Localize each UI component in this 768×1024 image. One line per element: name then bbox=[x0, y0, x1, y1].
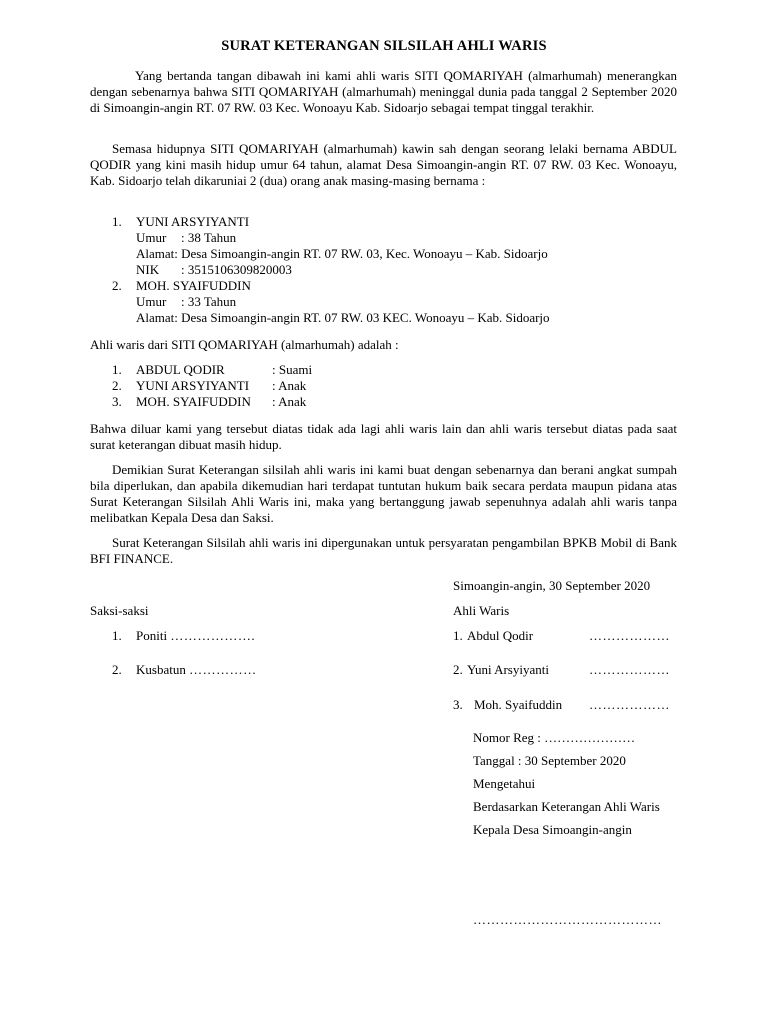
saksi-1-name: Poniti bbox=[136, 628, 168, 643]
child-2-name: MOH. SYAIFUDDIN bbox=[136, 278, 251, 293]
letter-title: SURAT KETERANGAN SILSILAH AHLI WARIS bbox=[221, 38, 547, 54]
paragraph-5: Surat Keterangan Silsilah ahli waris ini dipergunakan untuk persyaratan pengambilan BPKB Mobil di Bank BFI FINANCE. bbox=[90, 535, 677, 566]
nik-value: : 3515106309820003 bbox=[181, 262, 292, 277]
paragraph-4: Demikian Surat Keterangan silsilah ahli waris ini kami buat dengan sebenarnya dan berani angkat sumpah bila diperlukan, dan apabila dikemudian hari terdapat tuntutan hukum baik secara perdata maupun pidana atas Surat Keterangan Silsilah Ahli Waris ini, maka yang bertanggung jawab sepenuhnya adalah ahli waris tanpa melibatkan Kepala Desa dan Saksi. bbox=[90, 462, 677, 525]
heirs-intro: Ahli waris dari SITI QOMARIYAH (almarhumah) adalah : bbox=[90, 337, 399, 352]
child-2-umur bbox=[136, 294, 236, 310]
ahli-3-name: Moh. Syaifuddin bbox=[474, 697, 563, 712]
signature-dots: …………… bbox=[189, 662, 257, 677]
paragraph-purpose bbox=[90, 535, 677, 567]
paragraph-closing bbox=[90, 462, 677, 526]
child-1-number: 1. bbox=[112, 214, 122, 229]
ahli-2-name: Yuni Arsyiyanti bbox=[467, 662, 549, 677]
heir-1-relation: : Suami bbox=[272, 362, 313, 377]
saksi-2-number: 2. bbox=[112, 662, 122, 677]
heir-1-name: ABDUL QODIR bbox=[136, 362, 225, 377]
paragraph-2: Semasa hidupnya SITI QOMARIYAH (almarhumah) kawin sah dengan seorang lelaki bernama ABDUL QODIR yang kini masih hidup umur 64 tahun, alamat Desa Simoangin-angin RT. 07 RW. 03 Kec. Wonoayu, Kab. Sidoarjo telah dikaruniai 2 (dua) orang anak masing-masing bernama : bbox=[90, 141, 677, 188]
place-date: Simoangin-angin, 30 September 2020 bbox=[453, 578, 651, 593]
paragraph-opening bbox=[90, 68, 677, 116]
paragraph-1: Yang bertanda tangan dibawah ini kami ahli waris SITI QOMARIYAH (almarhumah) menerangkan dengan sebenarnya bahwa SITI QOMARIYAH (almarhumah) meninggal dunia pada tanggal 2 September 2020 di Simoangin-angin RT. 07 RW. 03 Kec. Wonoayu Kab. Sidoarjo sebagai tempat tinggal terakhir. bbox=[90, 68, 677, 115]
berdasarkan: Berdasarkan Keterangan Ahli Waris bbox=[473, 799, 660, 814]
saksi-1-number: 1. bbox=[112, 628, 122, 643]
heir-3-relation: : Anak bbox=[272, 394, 307, 409]
signature-dots: ………………. bbox=[170, 628, 256, 643]
heir-3-name: MOH. SYAIFUDDIN bbox=[136, 394, 251, 409]
child-1-nik bbox=[136, 262, 292, 278]
ahli-1-number: 1. bbox=[453, 628, 463, 643]
alamat-label: Alamat: bbox=[136, 310, 178, 325]
ahli-3-number: 3. bbox=[453, 697, 463, 712]
child-1-name: YUNI ARSYIYANTI bbox=[136, 214, 250, 229]
paragraph-marriage bbox=[90, 141, 677, 189]
saksi-title: Saksi-saksi bbox=[90, 603, 149, 618]
nik-label: NIK bbox=[136, 262, 160, 277]
child-2-alamat bbox=[136, 310, 550, 326]
child-1-alamat bbox=[136, 246, 548, 262]
signature-dots: ……………… bbox=[589, 697, 670, 712]
ahli-title: Ahli Waris bbox=[453, 603, 510, 618]
ahli-2-number: 2. bbox=[453, 662, 463, 677]
child-1-umur bbox=[136, 230, 236, 246]
heir-2-name: YUNI ARSYIYANTI bbox=[136, 378, 250, 393]
saksi-2 bbox=[136, 662, 257, 678]
paragraph-3: Bahwa diluar kami yang tersebut diatas tidak ada lagi ahli waris lain dan ahli waris tersebut diatas pada saat surat keterangan dibuat masih hidup. bbox=[90, 421, 677, 452]
child-2-number: 2. bbox=[112, 278, 122, 293]
saksi-2-name: Kusbatun bbox=[136, 662, 186, 677]
nomor-reg: Nomor Reg : ………………… bbox=[473, 730, 636, 745]
tanggal-reg: Tanggal : 30 September 2020 bbox=[473, 753, 626, 768]
umur-label: Umur bbox=[136, 294, 167, 309]
heir-3-number: 3. bbox=[112, 394, 122, 409]
heir-2-relation: : Anak bbox=[272, 378, 307, 393]
paragraph-statement bbox=[90, 421, 677, 453]
alamat-value: Desa Simoangin-angin RT. 07 RW. 03 KEC. Wonoayu – Kab. Sidoarjo bbox=[177, 310, 550, 325]
ahli-1-name: Abdul Qodir bbox=[467, 628, 534, 643]
heir-1-number: 1. bbox=[112, 362, 122, 377]
umur-value: : 33 Tahun bbox=[181, 294, 237, 309]
saksi-1 bbox=[136, 628, 255, 644]
alamat-value: Desa Simoangin-angin RT. 07 RW. 03, Kec. Wonoayu – Kab. Sidoarjo bbox=[177, 246, 548, 261]
kepala-desa: Kepala Desa Simoangin-angin bbox=[473, 822, 632, 837]
heir-2-number: 2. bbox=[112, 378, 122, 393]
umur-label: Umur bbox=[136, 230, 167, 245]
signature-dots: ……………… bbox=[589, 662, 670, 677]
mengetahui: Mengetahui bbox=[473, 776, 536, 791]
kepala-signature-dots: …………………………………… bbox=[473, 912, 662, 927]
signature-dots: ……………… bbox=[589, 628, 670, 643]
alamat-label: Alamat: bbox=[136, 246, 178, 261]
umur-value: : 38 Tahun bbox=[181, 230, 237, 245]
